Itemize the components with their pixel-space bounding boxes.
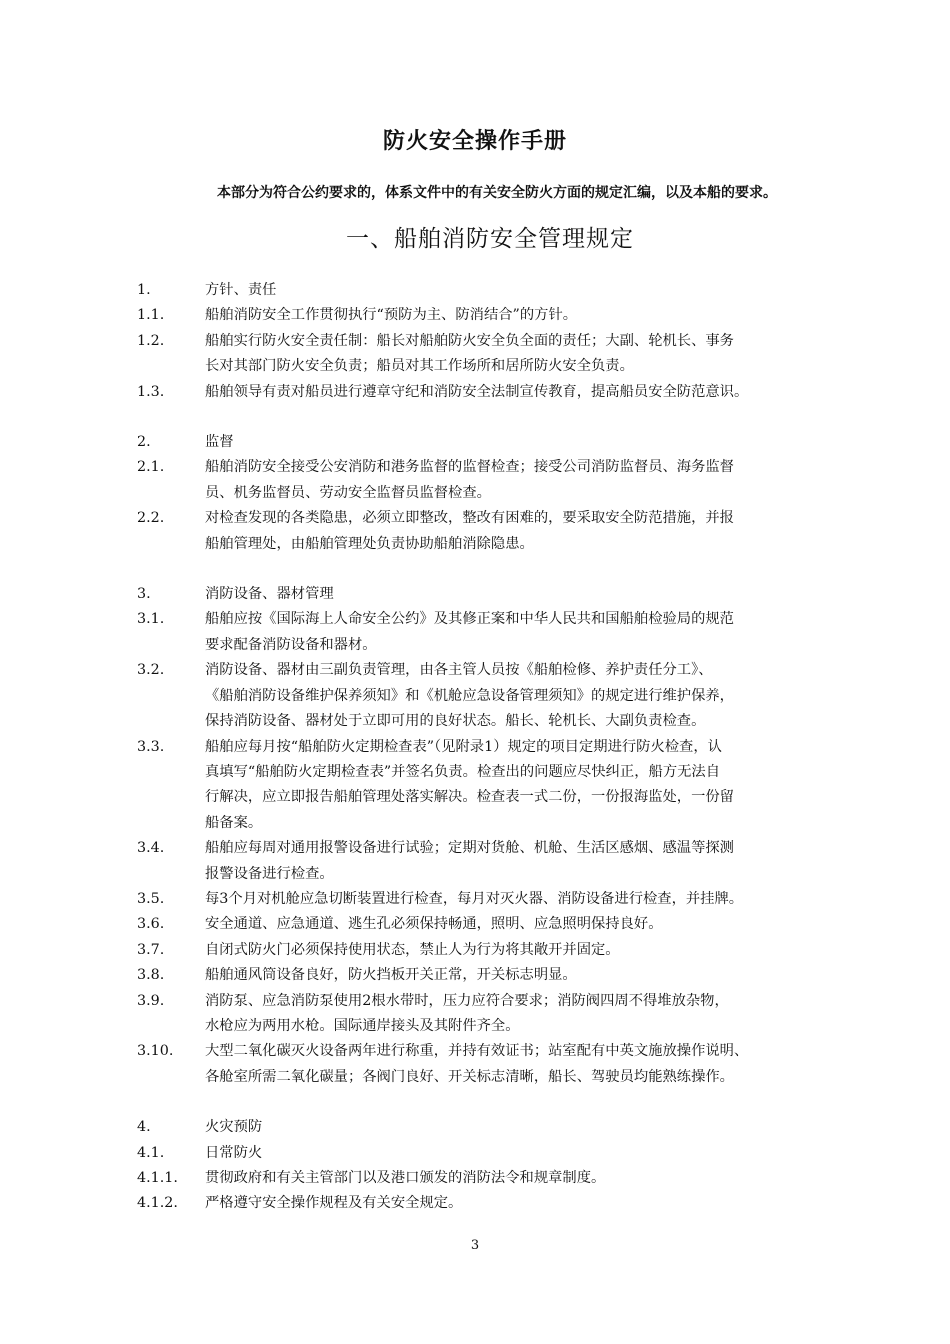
item-number: 3.1. <box>137 611 165 628</box>
item-text: 方针、责任 <box>205 282 277 298</box>
item-text: 对检查发现的各类隐患，必须立即整改，整改有困难的，要采取安全防范措施，并报 船舶管理处，由船舶管理处负责协助船舶消除隐患。 <box>205 510 734 552</box>
list-item <box>137 455 857 506</box>
list-item <box>137 1141 857 1166</box>
item-text: 每3个月对机舱应急切断装置进行检查，每月对灭火器、消防设备进行检查，并挂牌。 <box>205 890 744 907</box>
item-number: 1.3. <box>137 383 165 400</box>
item-text: 严格遵守安全操作规程及有关安全规定。 <box>205 1195 463 1212</box>
item-number: 3.10. <box>137 1043 174 1060</box>
item-number: 2.2. <box>137 510 165 527</box>
list-item <box>137 430 857 455</box>
list-item <box>137 329 857 380</box>
item-text: 自闭式防火门必须保持使用状态，禁止人为行为将其敞开并固定。 <box>205 941 620 958</box>
list-item <box>137 303 857 328</box>
item-text: 船舶实行防火安全责任制：船长对船舶防火安全负全面的责任；大副、轮机长、事务 长对其部门防火安全负责；船员对其工作场所和居所防火安全负责。 <box>205 332 734 375</box>
item-number: 2.1. <box>137 459 165 476</box>
item-number: 3.8. <box>137 967 165 984</box>
item-number: 4.1.1. <box>137 1170 178 1186</box>
item-text: 监督 <box>205 434 234 451</box>
item-number: 3.5. <box>137 890 165 907</box>
item-text: 船舶通风筒设备良好，防火挡板开关正常，开关标志明显。 <box>205 967 577 984</box>
item-text: 消防设备、器材由三副负责管理，由各主管人员按《船舶检修、养护责任分工》、 《船舶消防设备维护保养须知》和《机舱应急设备管理须知》的规定进行维护保养， 保持消防设备、器材处于立即可用的良好状态。船长、轮机长、大副负责检查。 <box>205 662 734 730</box>
item-number: 1. <box>137 282 151 298</box>
item-number: 3.2. <box>137 662 165 679</box>
list-item <box>137 658 857 734</box>
list-item <box>137 1039 857 1090</box>
section-gap <box>137 1090 857 1115</box>
item-number: 2. <box>137 434 151 451</box>
document-body <box>137 278 857 1217</box>
item-text: 消防设备、器材管理 <box>205 586 334 603</box>
list-item <box>137 836 857 887</box>
page-number: 3 <box>470 1238 480 1253</box>
document-title: 防火安全操作手册 <box>382 129 567 154</box>
item-number: 3.9. <box>137 992 165 1009</box>
list-item <box>137 735 857 837</box>
item-text: 大型二氧化碳灭火设备两年进行称重，并持有效证书；站室配有中英文施放操作说明、 各舱室所需二氧化碳量；各阀门良好、开关标志清晰，船长、驾驶员均能熟练操作。 <box>205 1043 749 1085</box>
item-text: 船舶消防安全接受公安消防和港务监督的监督检查；接受公司消防监督员、海务监督 员、机务监督员、劳动安全监督员监督检查。 <box>205 459 734 501</box>
item-number: 4.1.2. <box>137 1195 178 1212</box>
list-item <box>137 912 857 937</box>
list-item <box>137 938 857 963</box>
item-number: 3.3. <box>137 738 165 755</box>
item-text: 消防泵、应急消防泵使用2根水带时，压力应符合要求；消防阀四周不得堆放杂物， 水枪应为两用水枪。国际通岸接头及其附件齐全。 <box>205 992 729 1034</box>
list-item <box>137 989 857 1040</box>
list-item <box>137 582 857 607</box>
list-item <box>137 506 857 557</box>
item-number: 3.4. <box>137 840 165 857</box>
item-text: 安全通道、应急通道、逃生孔必须保持畅通，照明、应急照明保持良好。 <box>205 916 663 933</box>
item-text: 船舶应每月按“船舶防火定期检查表”（见附录1）规定的项目定期进行防火检查，认 真填写“船舶防火定期检查表”并签名负责。检查出的问题应尽快纠正，船方无法自 行解决，应立即报告船舶管理处落实解决。检查表一式二份，一份报海监处，一份留 船备案。 <box>205 738 734 831</box>
item-number: 3.6. <box>137 916 165 933</box>
document-subtitle: 本部分为符合公约要求的，体系文件中的有关安全防火方面的规定汇编，以及本船的要求。 <box>217 185 777 201</box>
list-item <box>137 278 857 303</box>
item-text: 船舶消防安全工作贯彻执行“预防为主、防消结合”的方针。 <box>205 307 578 324</box>
item-text: 日常防火 <box>205 1144 263 1161</box>
list-item <box>137 963 857 988</box>
list-item <box>137 1166 857 1191</box>
item-text: 火灾预防 <box>205 1119 263 1136</box>
list-item <box>137 380 857 405</box>
list-item <box>137 607 857 658</box>
item-number: 1.1. <box>137 307 165 324</box>
list-item <box>137 1115 857 1140</box>
item-text: 船舶应按《国际海上人命安全公约》及其修正案和中华人民共和国船舶检验局的规范 要求配备消防设备和器材。 <box>205 611 734 653</box>
item-text: 船舶领导有责对船员进行遵章守纪和消防安全法制宣传教育，提高船员安全防范意识。 <box>205 383 749 400</box>
list-item <box>137 1191 857 1216</box>
section-gap <box>137 557 857 582</box>
section-heading: 一、船舶消防安全管理规定 <box>346 226 634 252</box>
item-number: 4. <box>137 1119 151 1136</box>
list-item <box>137 887 857 912</box>
item-number: 3.7. <box>137 941 165 958</box>
item-text: 贯彻政府和有关主管部门以及港口颁发的消防法令和规章制度。 <box>205 1170 606 1186</box>
item-number: 3. <box>137 586 151 603</box>
section-gap <box>137 405 857 430</box>
item-number: 4.1. <box>137 1144 165 1161</box>
item-number: 1.2. <box>137 332 165 349</box>
item-text: 船舶应每周对通用报警设备进行试验；定期对货舱、机舱、生活区感烟、感温等探测 报警设备进行检查。 <box>205 840 734 882</box>
